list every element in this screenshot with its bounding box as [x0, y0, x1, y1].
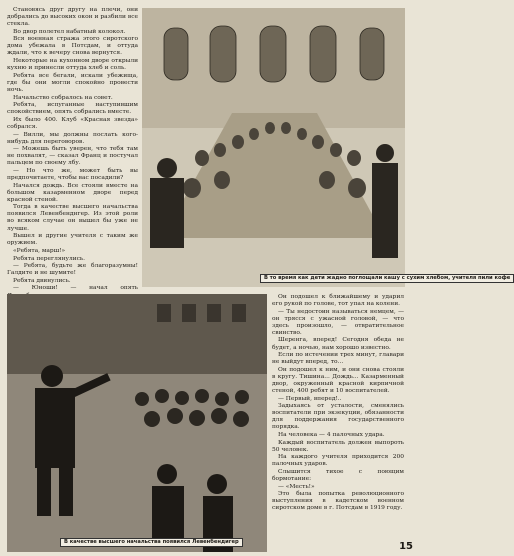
paragraph: — Ты недостоин называться немцем, — он трясся с ужасной головой, — что здесь произошло, — отвратительное свинство.: [272, 308, 404, 336]
paragraph: — Вилли, мы должны послать кого-нибудь для переговоров.: [7, 131, 138, 145]
paragraph: Тогда в качестве высшего начальства появился Левенбенднгер. Из этой роли во всяком случае он вышел бы уже не лучше.: [7, 204, 138, 232]
article-column-right: [272, 294, 404, 546]
paragraph: Это была попытка революционного выступления в кадетском военном сиротском доме в г. Потсдам в 1919 году.: [272, 491, 404, 512]
paragraph: Каждый воспитатель должен выпороть 50 человек.: [272, 439, 404, 453]
paragraph: Начался дождь. Все стояли вместе на большом казарменном дворе перед красной стеной.: [7, 182, 138, 203]
paragraph: Ребята все бегали, искали убежища, где бы они могли спокойно провести ночь.: [7, 72, 138, 93]
paragraph: — Ребята, будьте же благоразумны! Галдите и не шумите!: [7, 263, 138, 277]
paragraph: Вся военная стража этого сиротского дома убежала в Потсдам, и оттуда ждали, что к вечеру снова вернутся.: [7, 36, 138, 57]
courtyard-drawing: [7, 294, 267, 552]
paragraph: Становясь друг другу на плечи, они добрались до высоких окон и разбили все стекла.: [7, 7, 138, 28]
paragraph: Задыхаясь от усталости, сменялись воспитатели при экзекуции, обязанности для поддержания государственного порядка.: [272, 403, 404, 431]
paragraph: Во двор полетел набатный колокол.: [13, 28, 126, 35]
refectory-drawing: [142, 8, 405, 287]
paragraph: Их было 400. Клуб «Красная звезда» собрался.: [7, 116, 138, 130]
illustration-courtyard: [7, 294, 267, 552]
paragraph: Некоторые на кухонном дворе открыли кухню и принесли оттуда хлеб и соль.: [7, 58, 138, 72]
paragraph: Ребята переглянулись.: [13, 255, 86, 262]
paragraph: Слышится тихое с поющим бормотание:: [272, 469, 404, 483]
paragraph: Вышел и другие учителя с таким же оружием.: [7, 233, 138, 247]
caption-top: В то время как дети жадно поглощали кашу с сухим хлебом, учителя пили кофе: [260, 274, 514, 283]
paragraph: — «Месть!»: [278, 483, 315, 490]
paragraph: — Можешь быть уверен, что тебя там не похвалят, — сказал Франц и постучал пальцем по своему лбу.: [7, 146, 138, 167]
paragraph: Ребята двинулись.: [13, 277, 71, 284]
paragraph: Начальство собралось на совет.: [13, 94, 113, 101]
paragraph: На человека — 4 палочных удара.: [278, 432, 385, 439]
paragraph: — Первый, вперед!..: [278, 395, 342, 402]
paragraph: Шеренга, вперед! Сегодня обеда не будет, а ночью, нам хорошо известно.: [272, 337, 404, 351]
paragraph: Он подошел к ним, и они снова стояли в кругу. Тишина... Дождь... Казарменный двор, окруженный красной кирпичной стеной, 400 ребят и 10 воспитателей.: [272, 366, 404, 394]
paragraph: Если по истечении трех минут, главари не выйдут вперед, то...: [272, 352, 404, 366]
paragraph: — Но что же, может быть вы предпочитаете, чтобы вас посадили?: [7, 167, 138, 182]
page-number: 15: [399, 541, 413, 552]
paragraph: Он подошел к ближайшему и ударил его рукой по голове, тот упал на колени.: [272, 294, 404, 308]
article-column-left: [7, 7, 138, 297]
paragraph: Ребята, испуганные наступившим спокойствием, опять собрались вместе.: [7, 102, 138, 116]
paragraph: На каждого учителя приходится 200 палочных ударов.: [272, 454, 404, 468]
paragraph: «Ребята, марш!»: [13, 247, 66, 254]
caption-bottom: В качестве высшего начальства появился Левенбендигер: [60, 538, 243, 547]
paragraph: — Юноши! — начал опять: [13, 285, 138, 292]
illustration-refectory: [142, 8, 511, 287]
